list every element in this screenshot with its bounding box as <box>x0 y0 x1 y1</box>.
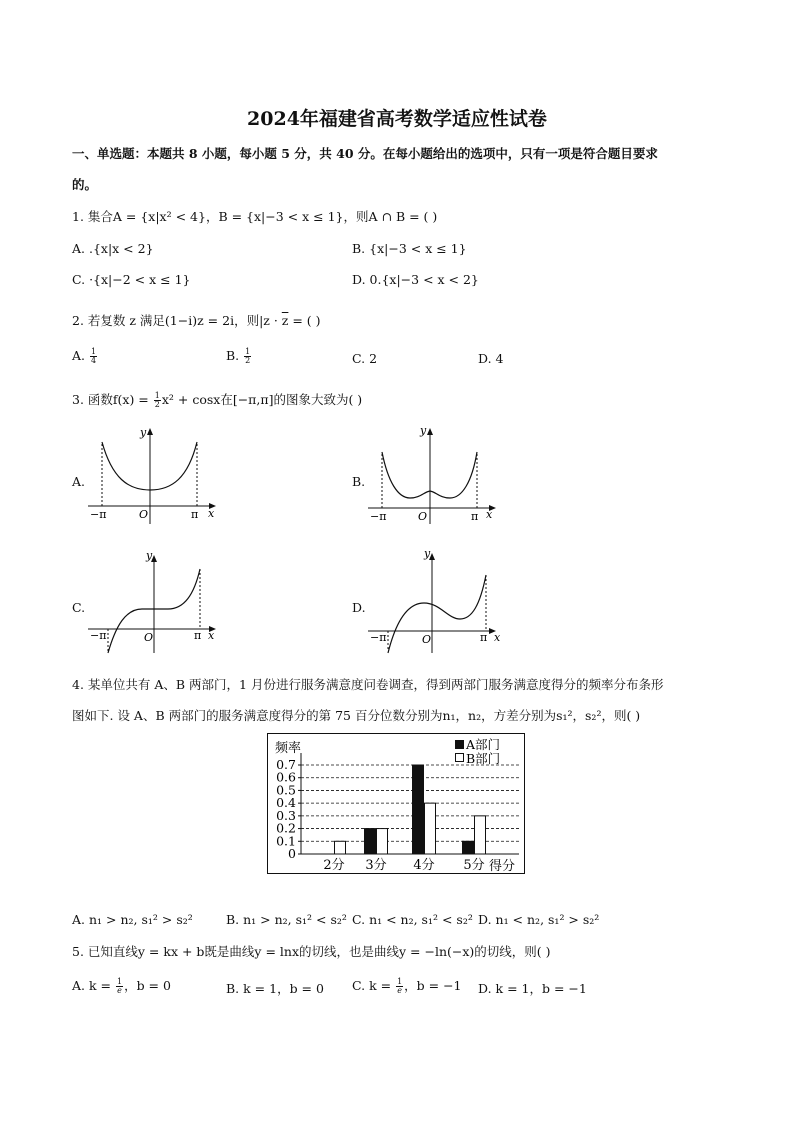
x-tick-label: 5分 <box>463 858 485 873</box>
legend-a-label: A部门 <box>466 737 501 752</box>
q1-option-b: B. {x|−3 < x ≤ 1} <box>352 241 467 256</box>
q2-a-fraction <box>90 348 97 365</box>
legend-b-label: B部门 <box>466 751 501 766</box>
y-tick-label: 0 <box>288 846 296 861</box>
bar-b-5分 <box>475 816 486 854</box>
q5-a-post: ，b = 0 <box>124 978 171 993</box>
x-tick-label: 4分 <box>413 858 435 873</box>
q1-option-a: A. .{x|x < 2} <box>72 241 154 256</box>
q5-c-num: 1 <box>397 977 403 986</box>
q2-b-label: B. <box>226 348 240 363</box>
q5-c-pre: C. k = <box>352 978 396 993</box>
q4-option-c: C. n₁ < n₂, s₁² < s₂² <box>352 912 473 927</box>
bar-a-3分 <box>365 829 376 854</box>
q5-option-a <box>72 978 171 995</box>
q3-stem-den: 2 <box>154 400 160 409</box>
y-label: y <box>140 426 147 439</box>
neg-pi-label: −π <box>90 508 107 521</box>
q1-option-c: C. ·{x|−2 < x ≤ 1} <box>72 272 191 287</box>
q5-a-pre: A. k = <box>72 978 115 993</box>
legend-b-swatch <box>456 754 464 762</box>
q3-stem-num: 1 <box>154 391 160 400</box>
q2-option-b <box>226 348 252 365</box>
y-label: y <box>424 547 431 560</box>
y-tick-label: 0.2 <box>276 820 296 836</box>
pi-label: π <box>480 631 488 644</box>
section-heading: 一、单选题：本题共 8 小题，每小题 5 分，共 40 分。在每小题给出的选项中，只有一项是符合题目要求 <box>72 146 658 161</box>
page-title: 2024年福建省高考数学适应性试卷 <box>247 108 547 130</box>
legend-a-swatch <box>455 740 464 749</box>
q2-stem <box>72 313 321 329</box>
y-tick-label: 0.4 <box>276 795 296 811</box>
pi-label: π <box>471 510 479 523</box>
y-tick-label: 0.1 <box>276 833 296 849</box>
q2-stem-pre: 2. 若复数 z 满足(1−i)z = 2i，则|z · <box>72 313 282 328</box>
q5-a-num: 1 <box>116 977 123 986</box>
q4-option-b: B. n₁ > n₂, s₁² < s₂² <box>226 912 347 927</box>
q3-graph-c <box>84 545 224 655</box>
x-tick-label: 3分 <box>365 858 387 873</box>
y-axis-arrow <box>147 428 153 435</box>
q1-option-d: D. 0.{x|−3 < x < 2} <box>352 272 479 287</box>
q3-graph-d-label: D. <box>352 600 366 615</box>
section-heading-cont: 的。 <box>72 177 98 192</box>
q3-stem-fraction <box>154 392 161 409</box>
curve <box>388 575 486 653</box>
q5-option-b: B. k = 1，b = 0 <box>226 981 324 996</box>
y-tick-label: 0.6 <box>276 769 296 785</box>
q3-stem-post: x² + cosx在[−π,π]的图象大致为( ) <box>161 392 363 407</box>
x-label: x <box>208 507 215 520</box>
origin-label: O <box>139 508 149 521</box>
x-label: x <box>486 508 493 521</box>
q3-stem <box>72 392 362 409</box>
q5-stem: 5. 已知直线y = kx + b既是曲线y = lnx的切线，也是曲线y = −ln(−x)的切线，则( ) <box>72 944 551 959</box>
q2-option-a <box>72 348 98 365</box>
q5-a-den: e <box>117 986 122 995</box>
x-tick-label: 2分 <box>323 858 345 873</box>
q2-a-label: A. <box>72 348 86 363</box>
chart-xlabel: 得分 <box>489 859 516 874</box>
q3-graph-d <box>364 545 504 655</box>
q5-option-c <box>352 978 462 995</box>
q5-c-post: ，b = −1 <box>404 978 462 993</box>
q2-a-num: 1 <box>91 347 97 356</box>
x-label: x <box>208 629 215 642</box>
q5-a-fraction <box>116 978 123 995</box>
y-label: y <box>146 549 153 562</box>
origin-label: O <box>144 631 154 644</box>
origin-label: O <box>422 633 432 646</box>
q2-stem-zbar: $\overline{z}$ <box>281 313 289 328</box>
pi-label: π <box>191 508 199 521</box>
q2-b-den: 2 <box>245 356 251 365</box>
q3-graph-a-label: A. <box>72 474 86 489</box>
q5-c-den: e <box>397 986 402 995</box>
neg-pi-label: −π <box>370 631 387 644</box>
q2-b-fraction <box>244 348 251 365</box>
q5-c-fraction <box>396 978 403 995</box>
bar-a-4分 <box>413 765 424 854</box>
q3-stem-pre: 3. 函数f(x) = <box>72 392 153 407</box>
y-axis-arrow <box>427 428 433 435</box>
x-label: x <box>494 631 501 644</box>
bar-a-5分 <box>463 841 474 854</box>
y-tick-label: 0.7 <box>276 757 296 772</box>
q3-graph-c-label: C. <box>72 600 86 615</box>
q5-option-d: D. k = 1，b = −1 <box>478 981 587 996</box>
bar-b-2分 <box>335 841 346 854</box>
q2-stem-post: = ( ) <box>288 313 321 328</box>
y-tick-label: 0.3 <box>276 807 296 823</box>
q4-option-d: D. n₁ < n₂, s₁² > s₂² <box>478 912 600 927</box>
q4-stem-line2: 图如下. 设 A、B 两部门的服务满意度得分的第 75 百分位数分别为n₁，n₂，方差分别为s₁²，s₂²，则( ) <box>72 708 641 723</box>
q4-stem-line1: 4. 某单位共有 A、B 两部门，1 月份进行服务满意度问卷调查，得到两部门服务满意度得分的频率分布条形 <box>72 677 664 692</box>
bar-b-4分 <box>425 803 436 854</box>
q2-a-den: 4 <box>91 356 97 365</box>
y-label: y <box>420 424 427 437</box>
q3-graph-b <box>364 420 504 528</box>
pi-label: π <box>194 629 202 642</box>
q3-graph-a <box>84 420 224 528</box>
q2-b-num: 1 <box>245 347 251 356</box>
q4-option-a: A. n₁ > n₂, s₁² > s₂² <box>72 912 193 927</box>
q1-stem: 1. 集合A = {x|x² < 4}，B = {x|−3 < x ≤ 1}，则A ∩ B = ( ) <box>72 209 438 224</box>
origin-label: O <box>418 510 428 523</box>
q3-graph-b-label: B. <box>352 474 366 489</box>
q4-bar-chart <box>267 733 525 874</box>
bar-b-3分 <box>377 829 388 854</box>
q2-option-c: C. 2 <box>352 351 378 366</box>
neg-pi-label: −π <box>370 510 387 523</box>
q2-option-d: D. 4 <box>478 351 504 366</box>
chart-ylabel: 频率 <box>275 741 302 756</box>
neg-pi-label: −π <box>90 629 107 642</box>
y-tick-label: 0.5 <box>276 782 296 798</box>
